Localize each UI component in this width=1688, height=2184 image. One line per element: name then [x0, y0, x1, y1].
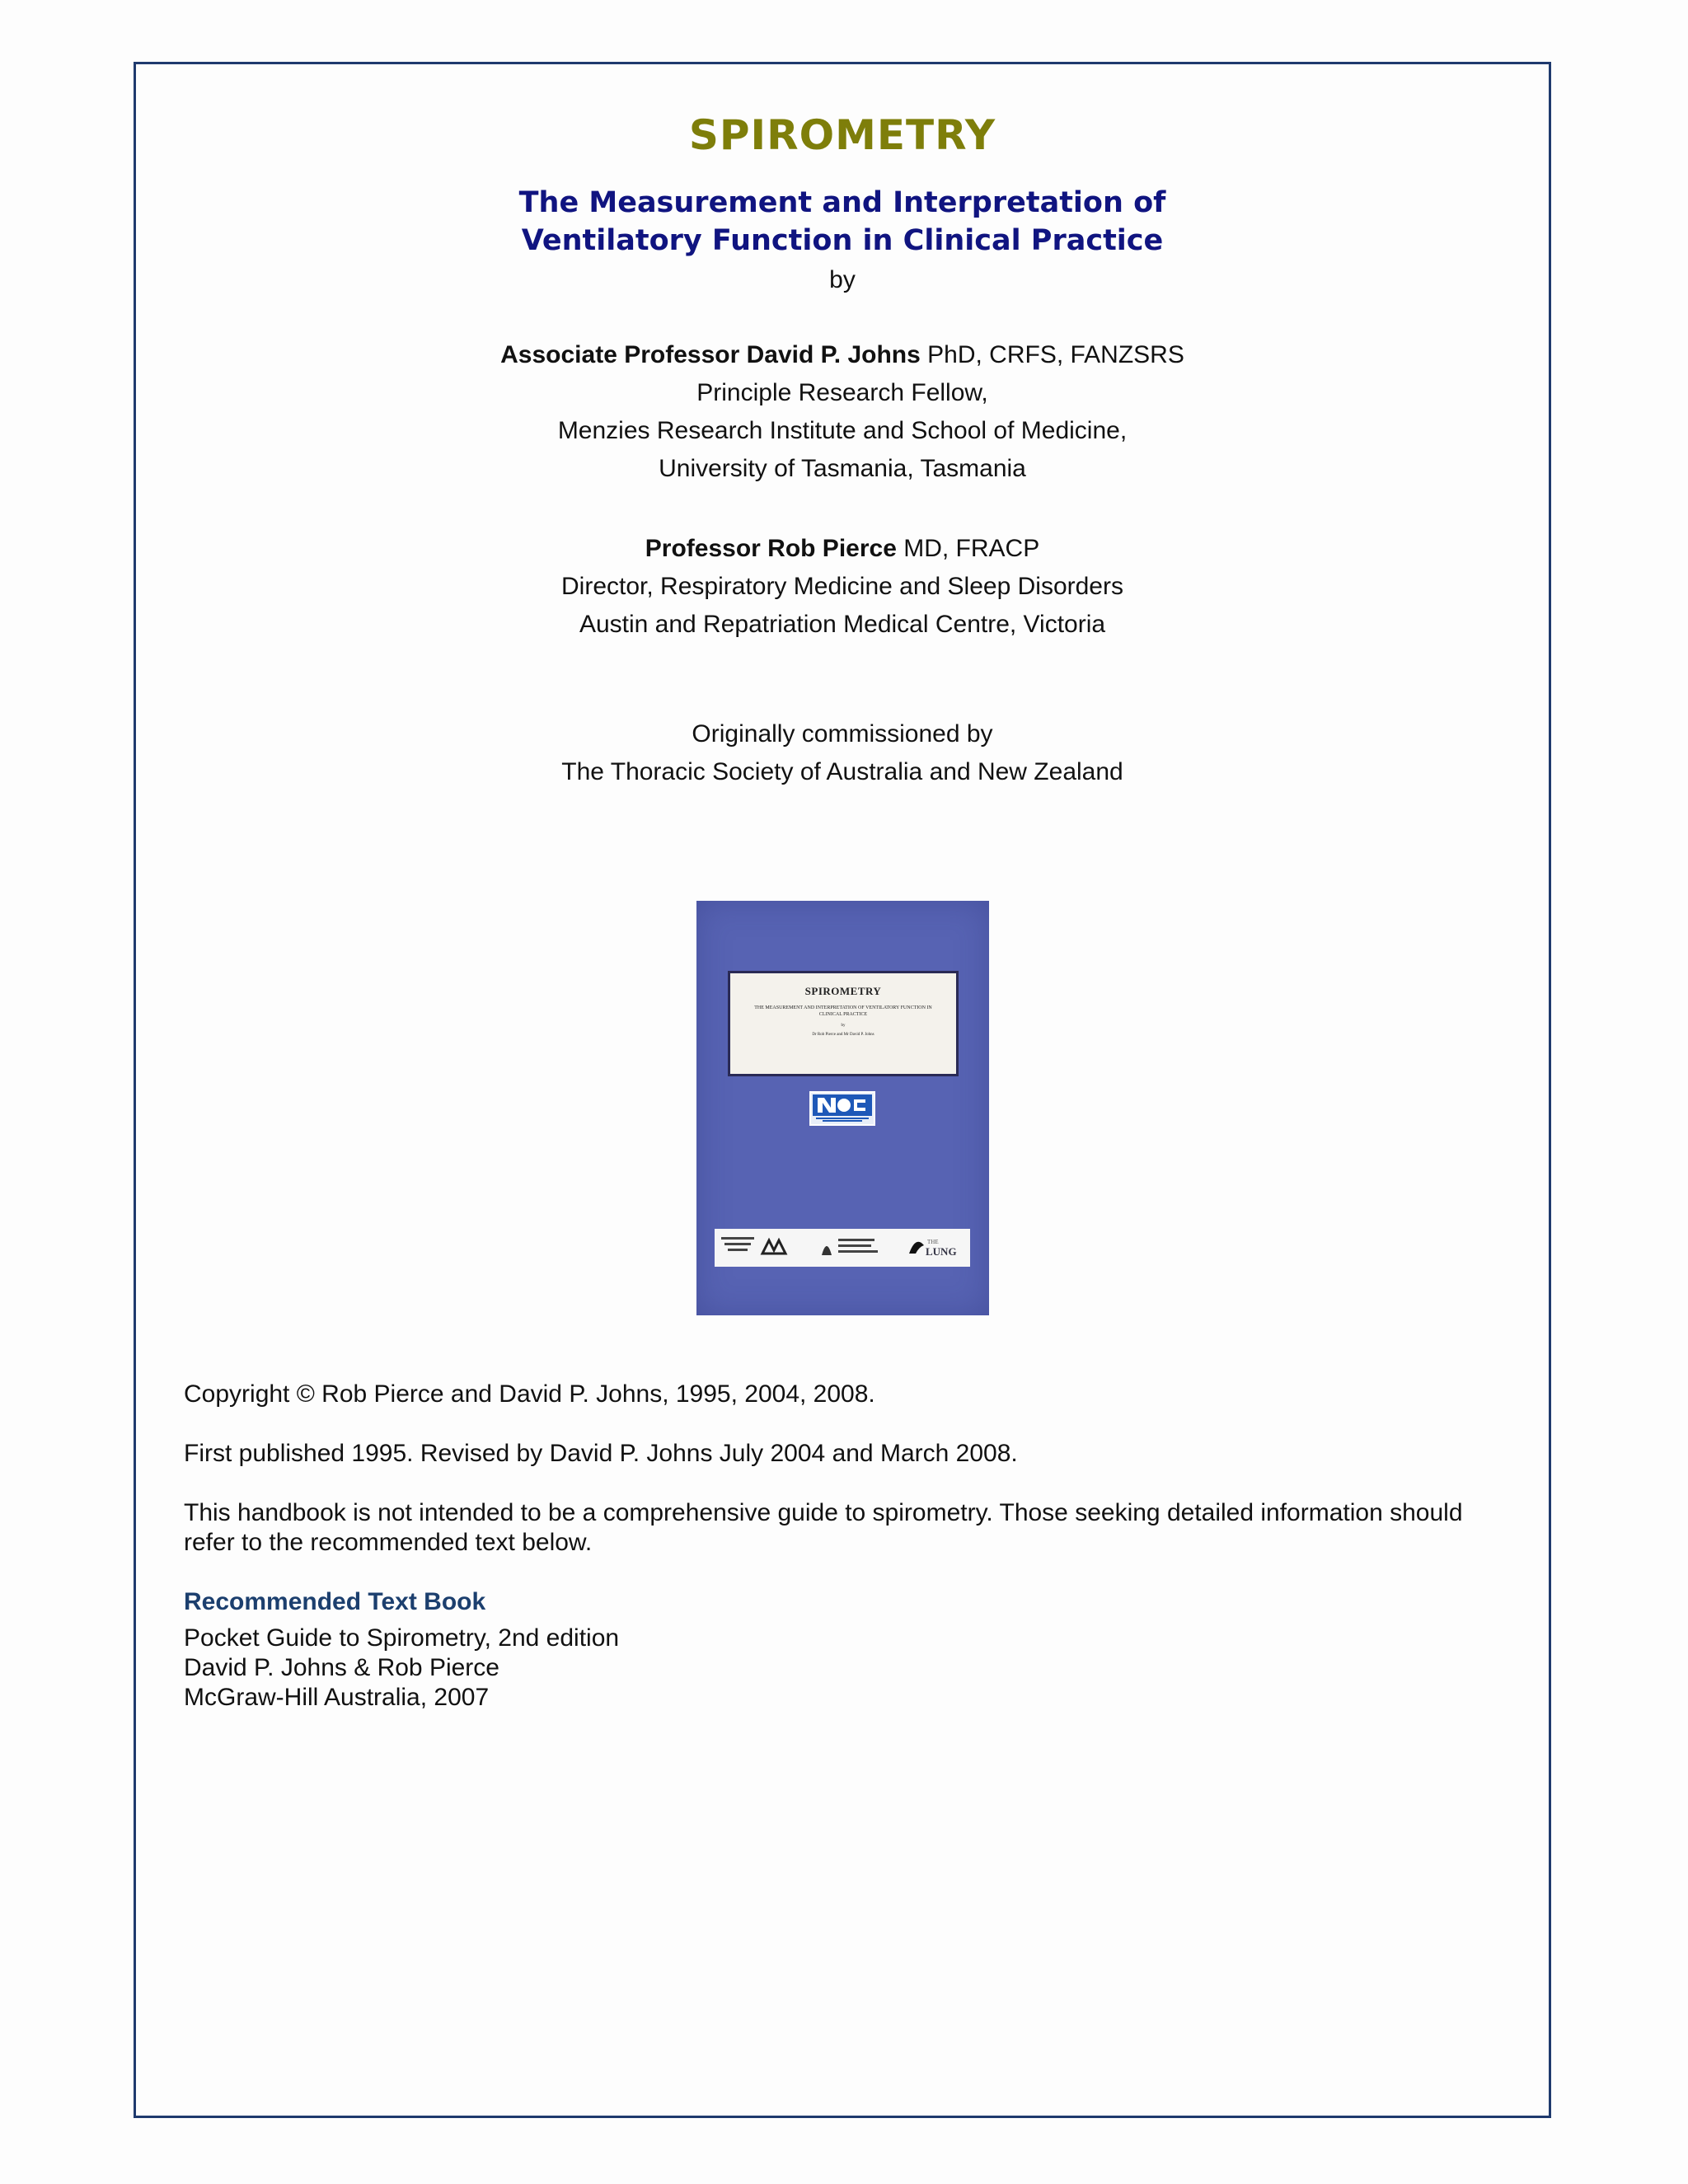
nac-logo-icon: [809, 1091, 875, 1126]
svg-text:LUNG: LUNG: [926, 1245, 957, 1258]
recommended-book-title: Pocket Guide to Spirometry, 2nd edition: [184, 1624, 620, 1652]
by-label: by: [829, 266, 856, 293]
cover-authors: Dr Rob Pierce and Mr David P. Johns: [812, 1033, 874, 1037]
author-credentials: PhD, CRFS, FANZSRS: [920, 341, 1184, 368]
book-cover-image: [696, 901, 989, 1315]
author-name-line: [136, 530, 1549, 568]
subtitle-line-1: The Measurement and Interpretation of: [518, 186, 1166, 219]
commission-line-2: The Thoracic Society of Australia and New Zealand: [561, 758, 1123, 785]
copyright-text: Copyright © Rob Pierce and David P. Johns, 1995, 2004, 2008.: [184, 1380, 875, 1408]
author-block-johns: [136, 336, 1549, 488]
commission-line-1: Originally commissioned by: [692, 720, 993, 748]
author-affiliation: Director, Respiratory Medicine and Sleep Disorders: [561, 573, 1123, 600]
commission-block: [136, 715, 1549, 791]
cover-title: SPIROMETRY: [804, 985, 882, 997]
recommended-book-publisher: McGraw-Hill Australia, 2007: [184, 1684, 490, 1711]
author-affiliation: Principle Research Fellow,: [696, 379, 988, 406]
sponsor-logos-strip: [715, 1229, 970, 1267]
author-affiliation: Austin and Repatriation Medical Centre, Victoria: [579, 611, 1106, 638]
recommended-book-list: [184, 1624, 1501, 1713]
page-title: SPIROMETRY: [688, 111, 996, 159]
author-credentials: MD, FRACP: [896, 535, 1040, 562]
author-affiliation: University of Tasmania, Tasmania: [659, 455, 1026, 482]
svg-text:THE: THE: [927, 1239, 939, 1245]
author-name-line: [136, 336, 1549, 374]
cover-title-box: [728, 971, 959, 1076]
cover-subtitle: THE MEASUREMENT AND INTERPRETATION OF VENTILATORY FUNCTION IN CLINICAL PRACTICE: [754, 1005, 932, 1017]
author-affiliation: Menzies Research Institute and School of Medicine,: [557, 417, 1128, 444]
disclaimer-text: This handbook is not intended to be a comprehensive guide to spirometry. Those seeking detailed information should refer to the recommended text below.: [184, 1499, 1463, 1556]
page-subtitle: [136, 184, 1549, 260]
cover-by: by: [841, 1024, 846, 1028]
author-name: Associate Professor David P. Johns: [500, 341, 921, 368]
recommended-book-authors: David P. Johns & Rob Pierce: [184, 1654, 499, 1681]
author-name: Professor Rob Pierce: [645, 535, 897, 562]
page-frame: [134, 62, 1551, 2118]
subtitle-line-2: Ventilatory Function in Clinical Practice: [521, 224, 1164, 257]
author-block-pierce: [136, 530, 1549, 644]
recommended-heading: Recommended Text Book: [184, 1588, 486, 1615]
first-published-text: First published 1995. Revised by David P. Johns July 2004 and March 2008.: [184, 1440, 1018, 1467]
